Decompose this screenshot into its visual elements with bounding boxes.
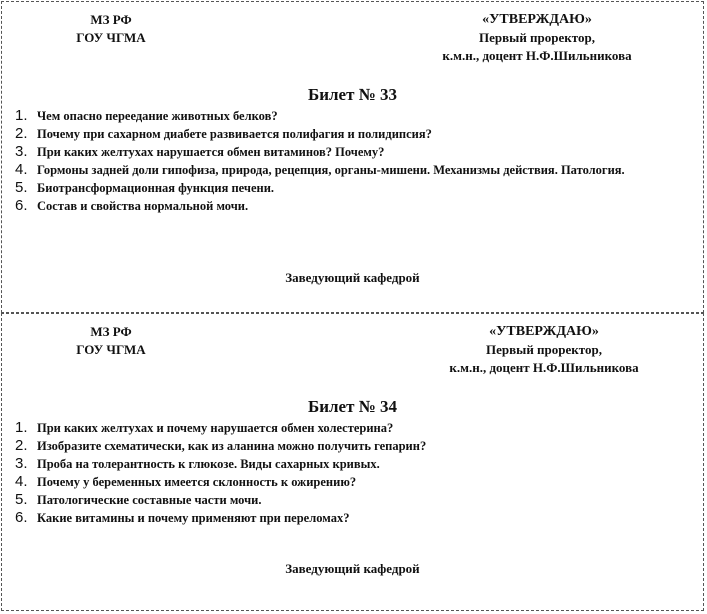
question-number: 4. (15, 161, 28, 178)
approver-name: к.м.н., доцент Н.Ф.Шильникова (442, 48, 632, 63)
question-list (15, 419, 699, 527)
question-text: Почему у беременных имеется склонность к ожирению? (37, 475, 357, 489)
approval-block (404, 323, 684, 377)
question-number: 1. (15, 419, 28, 436)
question-item (15, 473, 699, 491)
ministry-label: МЗ РФ (90, 324, 132, 339)
question-text: При каких желтухах нарушается обмен витаминов? Почему? (37, 145, 385, 159)
question-text: Изобразите схематически, как из аланина можно получить гепарин? (37, 439, 427, 453)
department-head-label: Заведующий кафедрой (285, 561, 420, 576)
question-number: 2. (15, 125, 28, 142)
question-text: Какие витамины и почему применяют при переломах? (37, 511, 350, 525)
ticket-title: Билет № 34 (307, 397, 398, 416)
question-text: Почему при сахарном диабете развивается полифагия и полидипсия? (37, 127, 432, 141)
question-number: 4. (15, 473, 28, 490)
question-number: 3. (15, 143, 28, 160)
ticket-title: Билет № 33 (307, 85, 398, 104)
question-number: 1. (15, 107, 28, 124)
approval-block (397, 11, 677, 65)
question-number: 2. (15, 437, 28, 454)
approver-title: Первый проректор, (486, 342, 602, 357)
question-text: Биотрансформационная функция печени. (37, 181, 275, 195)
question-text: Гормоны задней доли гипофиза, природа, рецепция, органы-мишени. Механизмы действия. Патология. (37, 163, 625, 177)
question-list (15, 107, 699, 215)
exam-ticket-33 (1, 1, 704, 313)
question-text: Чем опасно переедание животных белков? (37, 109, 278, 123)
question-number: 5. (15, 179, 28, 196)
approve-label: «УТВЕРЖДАЮ» (482, 12, 592, 27)
question-item (15, 125, 699, 143)
question-item (15, 107, 699, 125)
question-text: Состав и свойства нормальной мочи. (37, 199, 249, 213)
academy-label: ГОУ ЧГМА (76, 342, 146, 357)
department-head-label: Заведующий кафедрой (285, 270, 420, 285)
academy-label: ГОУ ЧГМА (76, 30, 146, 45)
question-item (15, 437, 699, 455)
question-item (15, 143, 699, 161)
approver-title: Первый проректор, (479, 30, 595, 45)
question-item (15, 197, 699, 215)
question-number: 3. (15, 455, 28, 472)
ministry-label: МЗ РФ (90, 12, 132, 27)
approve-label: «УТВЕРЖДАЮ» (489, 324, 599, 339)
question-number: 6. (15, 509, 28, 526)
question-text: При каких желтухах и почему нарушается обмен холестерина? (37, 421, 394, 435)
question-item (15, 509, 699, 527)
question-text: Проба на толерантность к глюкозе. Виды сахарных кривых. (37, 457, 380, 471)
approver-name: к.м.н., доцент Н.Ф.Шильникова (449, 360, 639, 375)
exam-ticket-34 (1, 313, 704, 611)
question-item (15, 161, 699, 179)
question-item (15, 455, 699, 473)
question-item (15, 179, 699, 197)
question-number: 6. (15, 197, 28, 214)
question-item (15, 419, 699, 437)
organization-header (2, 323, 220, 359)
question-item (15, 491, 699, 509)
question-text: Патологические составные части мочи. (37, 493, 262, 507)
question-number: 5. (15, 491, 28, 508)
organization-header (2, 11, 220, 47)
